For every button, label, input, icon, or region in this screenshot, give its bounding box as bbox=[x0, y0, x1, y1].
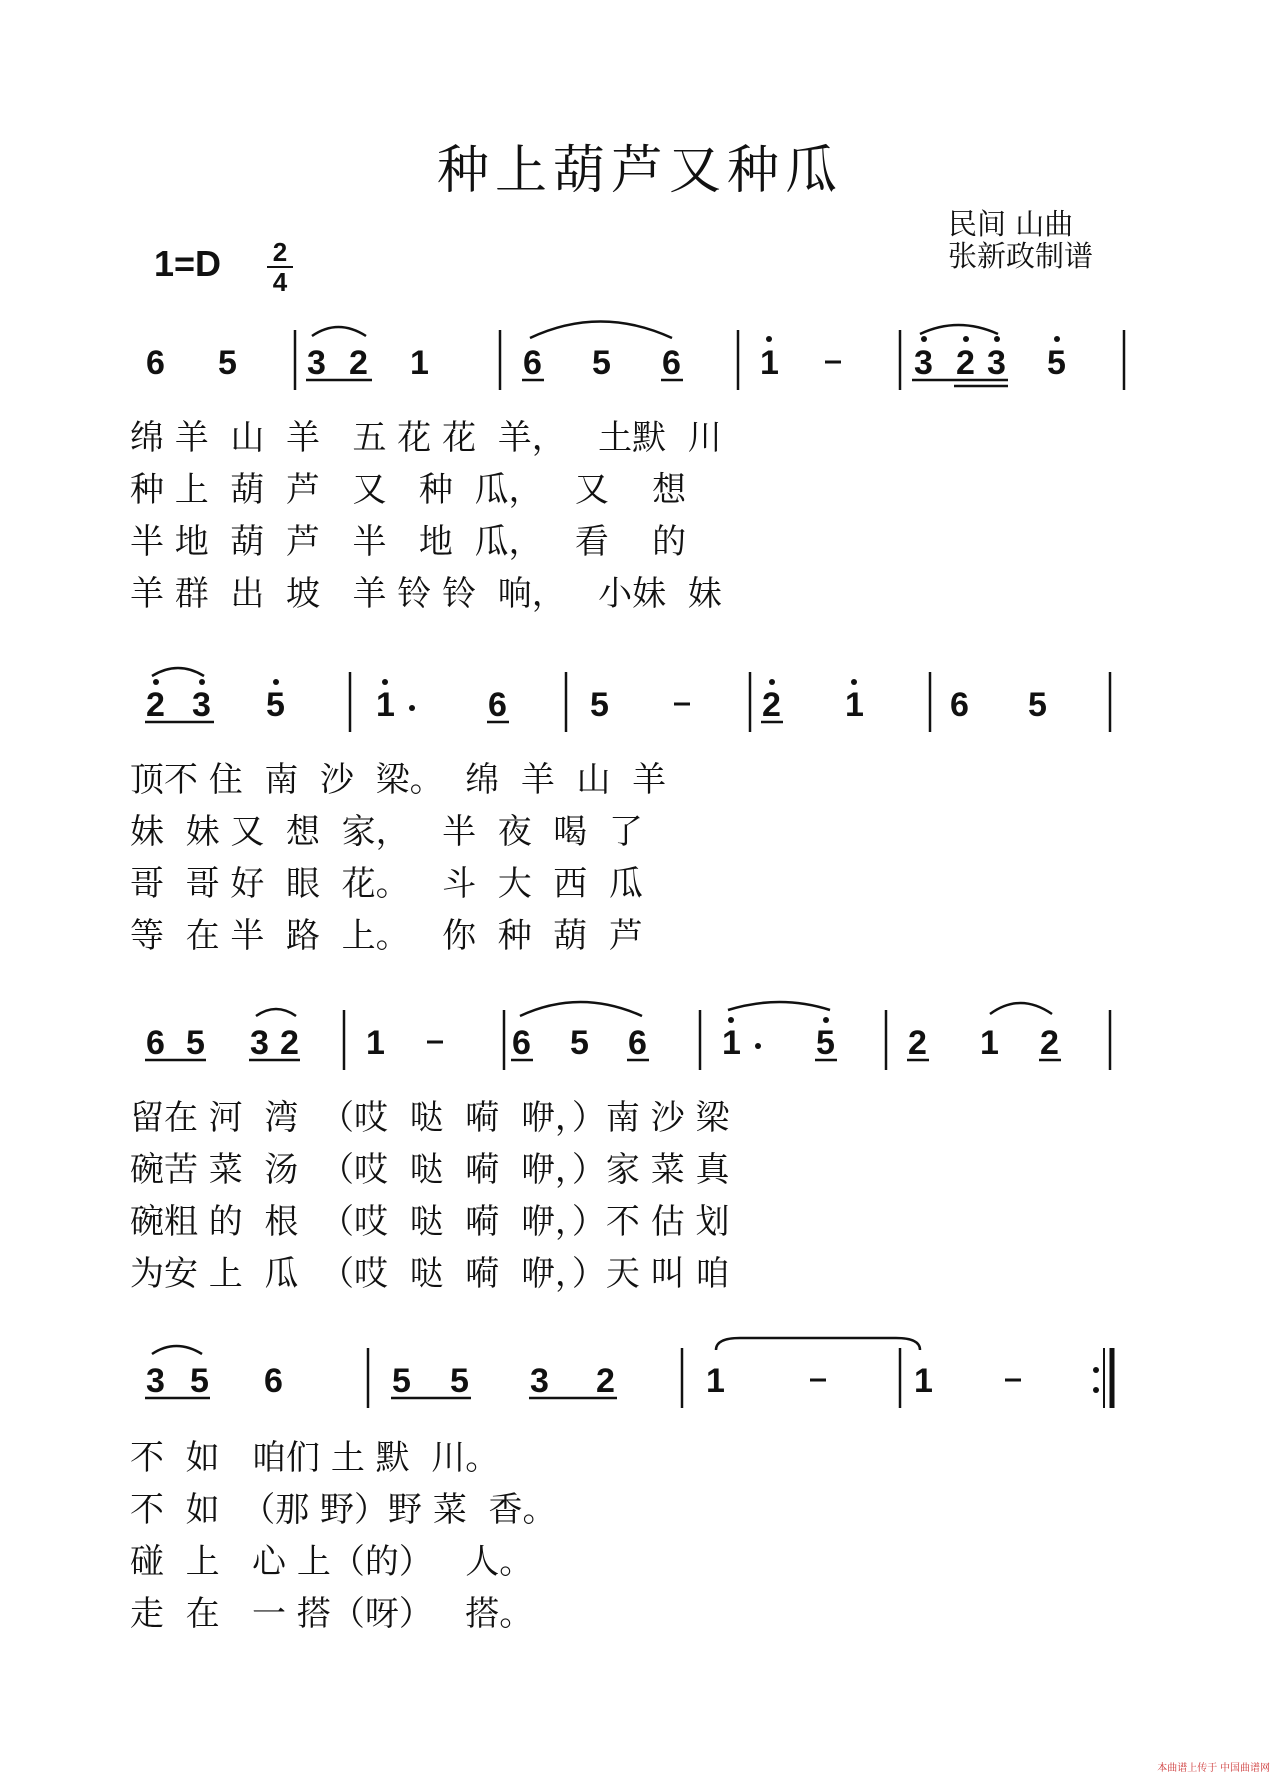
svg-text:6: 6 bbox=[628, 1024, 647, 1062]
svg-text:6: 6 bbox=[523, 344, 542, 382]
svg-text:1: 1 bbox=[410, 344, 429, 382]
song-title: 种上葫芦又种瓜 bbox=[436, 141, 843, 201]
svg-text:6: 6 bbox=[146, 1024, 165, 1062]
svg-text:5: 5 bbox=[218, 344, 237, 382]
svg-text:3: 3 bbox=[250, 1024, 269, 1062]
time-signature-top: 2 bbox=[272, 237, 288, 267]
svg-text:1: 1 bbox=[376, 686, 395, 724]
svg-text:1: 1 bbox=[366, 1024, 385, 1062]
time-signature-bottom: 4 bbox=[272, 267, 288, 297]
lyrics-s3-v4: 为安 上 瓜 （哎 哒 嗬 咿，）天 叫 咱 bbox=[130, 1254, 730, 1294]
svg-text:1: 1 bbox=[914, 1362, 933, 1400]
svg-text:5: 5 bbox=[450, 1362, 469, 1400]
lyrics-s1-v4: 羊 群 出 坡 羊 铃 铃 响， 小妹 妹 bbox=[130, 574, 722, 614]
lyrics-s3-v2: 碗苦 菜 汤 （哎 哒 嗬 咿，）家 菜 真 bbox=[130, 1150, 730, 1190]
svg-text:2: 2 bbox=[956, 344, 975, 382]
lyrics-s1-v1: 绵 羊 山 羊 五 花 花 羊， 土默 川 bbox=[130, 418, 722, 458]
svg-text:3: 3 bbox=[146, 1362, 165, 1400]
svg-text:3: 3 bbox=[530, 1362, 549, 1400]
lyrics-s4-v1: 不 如 咱们 土 默 川。 bbox=[130, 1438, 500, 1478]
svg-text:2: 2 bbox=[1040, 1024, 1059, 1062]
notation-line-1 bbox=[146, 322, 1124, 391]
lyrics-s2-v2: 妹 妹 又 想 家， 半 夜 喝 了 bbox=[130, 812, 643, 852]
svg-text:2: 2 bbox=[762, 686, 781, 724]
lyrics-s3-v3: 碗粗 的 根 （哎 哒 嗬 咿，）不 估 划 bbox=[130, 1202, 730, 1242]
svg-text:6: 6 bbox=[488, 686, 507, 724]
lyrics-s2-v1: 顶不 住 南 沙 梁。 绵 羊 山 羊 bbox=[130, 760, 667, 800]
lyrics-s4-v3: 碰 上 心 上（的） 人。 bbox=[130, 1542, 534, 1582]
svg-text:3: 3 bbox=[192, 686, 211, 724]
svg-text:5: 5 bbox=[1047, 344, 1066, 382]
svg-text:5: 5 bbox=[570, 1024, 589, 1062]
svg-text:1: 1 bbox=[980, 1024, 999, 1062]
svg-text:5: 5 bbox=[590, 686, 609, 724]
key-signature: 1=D bbox=[154, 243, 222, 284]
notation-line-4 bbox=[145, 1338, 1112, 1408]
lyrics-s2-v3: 哥 哥 好 眼 花。 斗 大 西 瓜 bbox=[130, 864, 643, 904]
lyrics-s2-v4: 等 在 半 路 上。 你 种 葫 芦 bbox=[130, 916, 643, 956]
svg-text:3: 3 bbox=[914, 344, 933, 382]
svg-text:6: 6 bbox=[512, 1024, 531, 1062]
lyrics-s3-v1: 留在 河 湾 （哎 哒 嗬 咿，）南 沙 梁 bbox=[130, 1098, 730, 1138]
svg-text:5: 5 bbox=[592, 344, 611, 382]
svg-text:2: 2 bbox=[908, 1024, 927, 1062]
notation-line-3 bbox=[145, 1002, 1110, 1070]
svg-text:6: 6 bbox=[264, 1362, 283, 1400]
svg-text:1: 1 bbox=[760, 344, 779, 382]
watermark-footer: 本曲谱上传于 中国曲谱网 bbox=[1157, 1763, 1270, 1774]
svg-text:5: 5 bbox=[1028, 686, 1047, 724]
svg-text:2: 2 bbox=[146, 686, 165, 724]
svg-text:6: 6 bbox=[662, 344, 681, 382]
svg-text:2: 2 bbox=[349, 344, 368, 382]
svg-text:5: 5 bbox=[816, 1024, 835, 1062]
svg-text:3: 3 bbox=[307, 344, 326, 382]
svg-text:5: 5 bbox=[266, 686, 285, 724]
svg-text:1: 1 bbox=[845, 686, 864, 724]
lyrics-s4-v4: 走 在 一 搭（呀） 搭。 bbox=[130, 1594, 534, 1634]
lyrics-s1-v3: 半 地 葫 芦 半 地 瓜， 看 的 bbox=[130, 522, 687, 562]
lyrics-s4-v2: 不 如 （那 野）野 菜 香。 bbox=[130, 1490, 557, 1530]
credit-arranger: 张新政制谱 bbox=[948, 239, 1094, 273]
svg-text:6: 6 bbox=[950, 686, 969, 724]
svg-text:2: 2 bbox=[280, 1024, 299, 1062]
svg-text:1: 1 bbox=[722, 1024, 741, 1062]
svg-text:3: 3 bbox=[987, 344, 1006, 382]
lyrics-s1-v2: 种 上 葫 芦 又 种 瓜， 又 想 bbox=[130, 470, 687, 510]
svg-text:5: 5 bbox=[190, 1362, 209, 1400]
svg-text:5: 5 bbox=[392, 1362, 411, 1400]
svg-text:6: 6 bbox=[146, 344, 165, 382]
svg-text:2: 2 bbox=[596, 1362, 615, 1400]
notation-line-2 bbox=[145, 668, 1110, 732]
svg-text:5: 5 bbox=[186, 1024, 205, 1062]
svg-text:1: 1 bbox=[706, 1362, 725, 1400]
credit-source: 民间 山曲 bbox=[948, 207, 1074, 241]
